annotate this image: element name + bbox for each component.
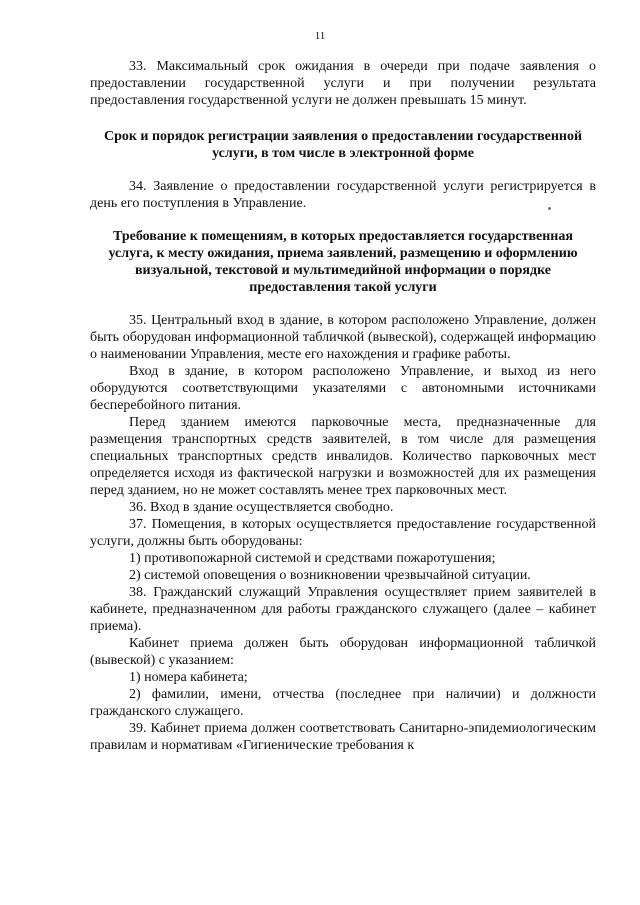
page-number: 11	[314, 30, 326, 42]
paragraph-35-parking: Перед зданием имеются парковочные места, предназначенные для размещения транспортных средств заявителей, в том числе для размещения специальных транспортных средств инвалидов. Количество парковочных мест определяется исходя из фактической нагрузки и возможностей для их размещения перед зданием, но не может составлять менее трех парковочных мест.	[90, 415, 596, 498]
paragraph-39: 39. Кабинет приема должен соответствовать Санитарно-эпидемиологическим правилам и нормативам «Гигиенические требования к	[90, 721, 596, 753]
heading-registration: Срок и порядок регистрации заявления о предоставлении государственной услуги, в том числе в электронной форме	[103, 129, 583, 161]
paragraph-34: 34. Заявление о предоставлении государственной услуги регистрируется в день его поступления в Управление.	[90, 179, 596, 211]
paragraph-33: 33. Максимальный срок ожидания в очереди при подаче заявления о предоставлении государственной услуги и при получении результата предоставления государственной услуги не должен превышать 15 минут.	[90, 59, 596, 108]
paragraph-38-item-2: 2) фамилии, имени, отчества (последнее при наличии) и должности гражданского служащего.	[90, 687, 596, 719]
paragraph-37-item-2: 2) системой оповещения о возникновении чрезвычайной ситуации.	[129, 568, 531, 583]
paragraph-35-entrance: Вход в здание, в котором расположено Управление, и выход из него оборудуются соответствующими указателями с автономными источниками бесперебойного питания.	[90, 364, 596, 413]
paragraph-37-item-1: 1) противопожарной системой и средствами пожаротушения;	[129, 551, 496, 566]
paragraph-36: 36. Вход в здание осуществляется свободно.	[129, 500, 394, 515]
paragraph-37: 37. Помещения, в которых осуществляется предоставление государственной услуги, должны быть оборудованы:	[90, 517, 596, 549]
heading-premises: Требование к помещениям, в которых предоставляется государственная услуга, к месту ожидания, приема заявлений, размещению и оформлению визуальной, текстовой и мультимедийной информации о порядке предоставления такой услуги	[108, 229, 578, 295]
paragraph-38-item-1: 1) номера кабинета;	[129, 670, 248, 685]
paragraph-35: 35. Центральный вход в здание, в котором расположено Управление, должен быть оборудован информационной табличкой (вывеской), содержащей информацию о наименовании Управления, месте его нахождения и графике работы.	[90, 313, 596, 362]
paragraph-38: 38. Гражданский служащий Управления осуществляет прием заявителей в кабинете, предназначенном для работы гражданского служащего (далее – кабинет приема).	[90, 585, 596, 634]
document-body	[90, 58, 596, 754]
paragraph-38-office-sign: Кабинет приема должен быть оборудован информационной табличкой (вывеской) с указанием:	[90, 636, 596, 668]
